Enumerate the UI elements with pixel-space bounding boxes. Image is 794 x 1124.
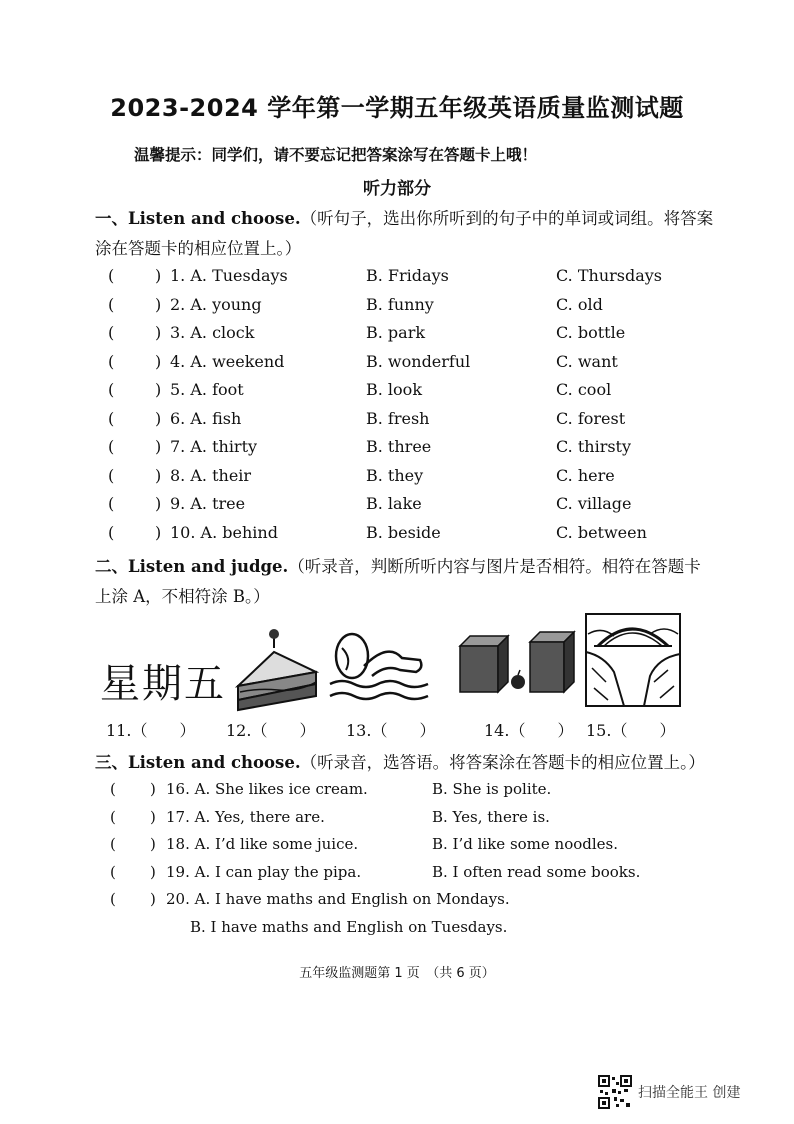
section1-heading-en: 一、Listen and choose.: [95, 209, 301, 228]
option-c: C. here: [556, 465, 615, 485]
answer-blank-14: 14.（ ）: [484, 721, 574, 740]
qr-code-icon: [598, 1075, 632, 1109]
option-b: B. they: [366, 465, 424, 485]
option-a: 16. A. She likes ice cream.: [166, 780, 368, 798]
answer-paren-close: ): [150, 807, 156, 826]
section1-heading: [95, 204, 715, 264]
section1-item-row: [0, 323, 794, 351]
section3-item-row: [0, 863, 794, 890]
option-b: B. beside: [366, 522, 441, 542]
section3-item-row: [0, 780, 794, 807]
answer-paren-open: (: [108, 494, 115, 513]
option-b: B. funny: [366, 294, 434, 314]
section3-heading: [95, 748, 715, 778]
answer-blank-15: 15.（ ）: [586, 721, 676, 740]
option-b: B. park: [366, 323, 426, 342]
answer-blank-12: 12.（ ）: [226, 721, 316, 740]
option-b: B. Yes, there is.: [432, 807, 550, 826]
scanner-watermark: [598, 1072, 740, 1112]
option-a: 5. A. foot: [170, 380, 244, 399]
option-c: C. forest: [556, 408, 626, 428]
option-b: B. wonderful: [366, 351, 471, 371]
option-a: 1. A. Tuesdays: [170, 266, 288, 285]
option-a: 7. A. thirty: [170, 437, 258, 456]
answer-paren-open: (: [108, 437, 115, 456]
option-a: 4. A. weekend: [170, 351, 285, 371]
option-c: C. bottle: [556, 323, 626, 342]
option-a: 8. A. their: [170, 465, 252, 485]
exam-title: 2023-2024 学年第一学期五年级英语质量监测试题: [110, 94, 684, 122]
answer-paren-open: (: [108, 294, 115, 314]
section1-item-row: [0, 466, 794, 494]
option-a: 9. A. tree: [170, 494, 246, 513]
section3-heading-cn: （听录音，选答语。将答案涂在答题卡的相应位置上。）: [300, 753, 705, 772]
answer-paren-close: ): [155, 266, 162, 285]
section3-heading-en: 三、Listen and choose.: [95, 753, 301, 772]
option-b: B. look: [366, 380, 423, 399]
section1-item-row: [0, 523, 794, 551]
section1-heading-cn: （听句子，选出你所听到的句子中的单词或词组。将答案涂在答题卡的相应位置上。）: [95, 209, 714, 258]
answer-paren-close: ): [155, 437, 162, 456]
reminder-tip: 温馨提示：同学们，请不要忘记把答案涂写在答题卡上哦！: [134, 146, 538, 164]
watermark-text: 扫描全能王 创建: [638, 1085, 741, 1101]
answer-paren-close: ): [155, 494, 162, 513]
option-a: 20. A. I have maths and English on Mondays.: [166, 890, 510, 908]
option-a: 2. A. young: [170, 294, 262, 314]
page-footer: 五年级监测题第 1 页 （共 6 页）: [299, 966, 495, 981]
option-b: B. Fridays: [366, 266, 449, 285]
answer-paren-close: ): [155, 465, 162, 485]
option-b: B. I often read some books.: [432, 862, 641, 881]
answer-paren-close: ): [150, 780, 156, 798]
section-subtitle: 听力部分: [363, 179, 431, 199]
answer-paren-open: (: [108, 408, 115, 428]
section2-pictures: [0, 612, 794, 722]
answer-paren-open: (: [108, 465, 115, 485]
answer-paren-close: ): [155, 408, 162, 428]
option-a: 3. A. clock: [170, 323, 255, 342]
section3-item-row: [0, 808, 794, 835]
picture-friday-text: 星期五: [100, 661, 226, 707]
answer-paren-open: (: [110, 862, 116, 881]
section2-heading: [95, 552, 715, 612]
section2-heading-cn: （听录音，判断所听内容与图片是否相符。相符在答题卡上涂 A，不相符涂 B。）: [95, 557, 701, 606]
answer-paren-close: ): [155, 351, 162, 371]
section1-item-row: [0, 409, 794, 437]
answer-paren-close: ): [150, 890, 156, 908]
boxes-apple-picture: [456, 628, 578, 708]
bridge-valley-picture: [584, 612, 682, 708]
option-a: 19. A. I can play the pipa.: [166, 862, 362, 881]
section1-item-row: [0, 437, 794, 465]
section1-item-row: [0, 494, 794, 522]
swimming-picture: [328, 622, 436, 712]
option-a: 17. A. Yes, there are.: [166, 807, 325, 826]
answer-paren-open: (: [108, 266, 115, 285]
answer-paren-close: ): [155, 294, 162, 314]
section1-item-row: [0, 295, 794, 323]
option-a: 18. A. I’d like some juice.: [166, 835, 359, 853]
item20-option-b: B. I have maths and English on Tuesdays.: [190, 918, 508, 936]
option-a: 10. A. behind: [170, 522, 278, 542]
answer-paren-open: (: [108, 522, 115, 542]
option-c: C. thirsty: [556, 437, 632, 456]
answer-paren-open: (: [110, 890, 116, 908]
option-b: B. lake: [366, 494, 422, 513]
option-c: C. Thursdays: [556, 266, 663, 285]
answer-paren-close: ): [155, 522, 162, 542]
section1-item-row: [0, 380, 794, 408]
answer-blank-13: 13.（ ）: [346, 721, 436, 740]
answer-blank-11: 11.（ ）: [106, 721, 196, 740]
section3-item-row: [0, 890, 794, 917]
option-a: 6. A. fish: [170, 408, 242, 428]
option-c: C. village: [556, 494, 632, 513]
answer-paren-close: ): [155, 380, 162, 399]
answer-paren-close: ): [150, 862, 156, 881]
answer-paren-open: (: [110, 835, 116, 853]
section3-item-row: [0, 835, 794, 862]
option-b: B. fresh: [366, 408, 430, 428]
answer-paren-open: (: [108, 323, 115, 342]
option-c: C. want: [556, 351, 618, 371]
answer-paren-open: (: [110, 780, 116, 798]
option-c: C. old: [556, 294, 603, 314]
answer-paren-close: ): [150, 835, 156, 853]
option-b: B. I’d like some noodles.: [432, 835, 619, 853]
sandwich-picture: [228, 626, 324, 716]
section1-item-row: [0, 266, 794, 294]
answer-paren-open: (: [108, 380, 115, 399]
option-c: C. between: [556, 522, 647, 542]
option-c: C. cool: [556, 380, 612, 399]
section2-heading-en: 二、Listen and judge.: [95, 557, 289, 576]
section1-item-row: [0, 352, 794, 380]
answer-paren-open: (: [108, 351, 115, 371]
option-b: B. She is polite.: [432, 780, 552, 798]
answer-paren-close: ): [155, 323, 162, 342]
option-b: B. three: [366, 437, 432, 456]
item20-option-b-row: [0, 918, 794, 945]
answer-paren-open: (: [110, 807, 116, 826]
